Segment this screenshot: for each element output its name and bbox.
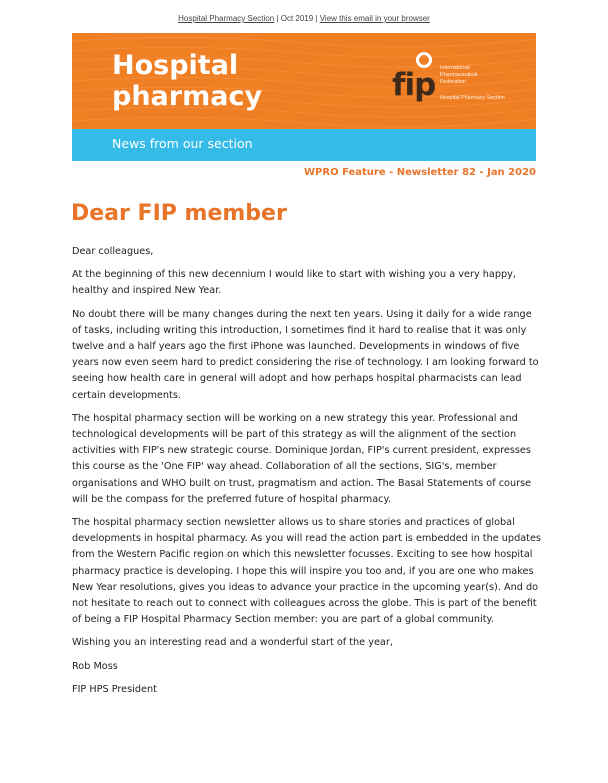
fip-logo (390, 49, 530, 119)
header-separator: | (274, 14, 281, 23)
header-separator: | (313, 14, 320, 23)
header-date: Oct 2019 (280, 14, 314, 23)
logo-org-line2: Pharmaceutical (440, 72, 478, 78)
banner-subtitle-bar (72, 129, 536, 161)
letter-paragraph: No doubt there will be many changes during the next ten years. Using it daily for a wide range of tasks, including writing this introduction, I sometimes find it hard to realise that it was only twelve and a half years ago the first iPhone was launched. Developments in windows of five years now even seem hard to predict considering the rise of technology. I am looking forward to seeing how health care in general will adopt and how perhaps hospital pharmacists can lead certain developments. (72, 308, 539, 401)
logo-org-line1: International (440, 65, 470, 71)
letter-paragraph: At the beginning of this new decennium I would like to start with wishing you a very happy, healthy and inspired New Year. (72, 269, 516, 297)
signature-title: FIP HPS President (72, 683, 157, 695)
letter-heading: Dear FIP member (71, 201, 287, 226)
hospital-pharmacy-section-link[interactable]: Hospital Pharmacy Section (178, 14, 275, 23)
newsletter-banner (72, 33, 536, 129)
banner-title (112, 50, 262, 112)
banner-subtitle: News from our section (112, 136, 253, 151)
signature-name: Rob Moss (72, 660, 118, 672)
letter-paragraph: The hospital pharmacy section will be working on a new strategy this year. Professional and technological developments will be part of this strategy as will the alignment of the section activities with FIP's new strategic course. Dominique Jordan, FIP's current president, expresses this course as the 'One FIP' way ahead. Collaboration of all the sections, SIG's, member organisations and WHO built on trust, pragmatism and action. The Basal Statements of course will be the compass for the preferred future of hospital pharmacy. (72, 412, 532, 505)
letter-paragraph: The hospital pharmacy section newsletter allows us to share stories and practices of global developments in hospital pharmacy. As you will read the action part is embedded in the updates from the Western Pacific region on which this newsletter focusses. Exciting to see how hospital pharmacy practice is developing. I hope this will inspire you too and, if you are one who makes New Year resolutions, gives you ideas to advance your practice in the upcoming year(s). And do not hesitate to reach out to connect with colleagues across the globe. This is part of the benefit of being a FIP Hospital Pharmacy Section member: you are part of a global community. (72, 517, 541, 626)
feature-label: WPRO Feature - Newsletter 82 - Jan 2020 (304, 167, 536, 178)
view-in-browser-link[interactable]: View this email in your browser (319, 14, 430, 23)
letter-salutation: Dear colleagues, (72, 246, 154, 257)
email-header-bar (0, 14, 608, 23)
logo-organisation-name (440, 65, 477, 86)
letter-body (72, 244, 542, 705)
banner-title-line1: Hospital (112, 50, 239, 81)
logo-section-name: Hospital Pharmacy Section (440, 95, 505, 101)
banner-title-line2: pharmacy (112, 81, 263, 112)
letter-closing: Wishing you an interesting read and a wonderful start of the year, (72, 637, 393, 649)
logo-ring-icon (416, 52, 432, 68)
logo-wordmark: fip (392, 67, 436, 103)
logo-org-line3: Federation (440, 79, 466, 85)
